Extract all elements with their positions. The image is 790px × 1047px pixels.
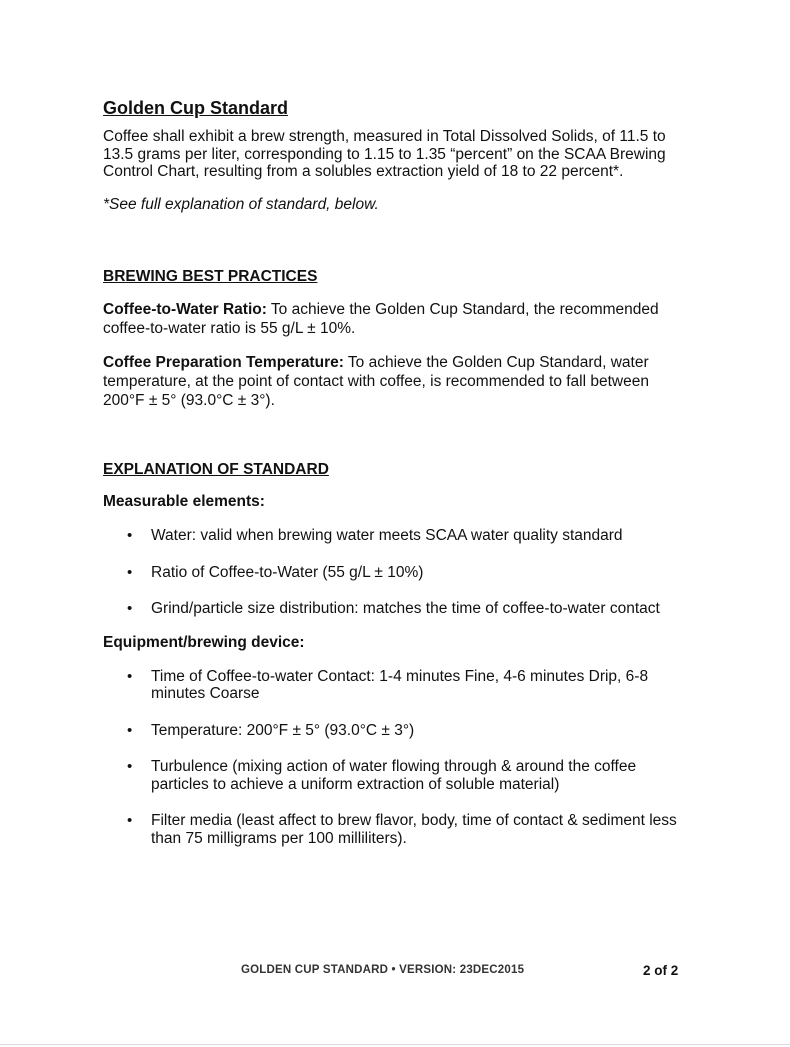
list-item	[103, 722, 688, 740]
list-item-text: Time of Coffee-to-water Contact: 1-4 minutes Fine, 4-6 minutes Drip, 6-8 minutes Coarse	[151, 667, 649, 702]
page-number: 2 of 2	[643, 963, 679, 978]
bullet-icon: •	[127, 527, 133, 544]
temperature-label: Coffee Preparation Temperature:	[103, 354, 344, 371]
equipment-heading: Equipment/brewing device:	[103, 633, 305, 651]
list-item	[103, 527, 688, 545]
page-divider	[0, 1044, 790, 1045]
list-item	[103, 758, 688, 793]
intro-paragraph: Coffee shall exhibit a brew strength, measured in Total Dissolved Solids, of 11.5 to 13.5 grams per liter, corresponding to 1.15 to 1.35 “percent” on the SCAA Brewing Control Chart, resulting from a solubles extraction yield of 18 to 22 percent*.	[103, 128, 666, 180]
explanation-heading: EXPLANATION OF STANDARD	[103, 461, 329, 478]
ratio-text: To achieve the Golden Cup Standard, the recommended coffee-to-water ratio is 55 g/L ± 10%.	[103, 301, 659, 337]
bullet-icon: •	[127, 758, 133, 775]
page-title: Golden Cup Standard	[103, 98, 289, 118]
list-item	[103, 600, 688, 618]
measurable-elements-heading: Measurable elements:	[103, 493, 265, 510]
list-item-text: Temperature: 200°F ± 5° (93.0°C ± 3°)	[151, 721, 415, 739]
ratio-paragraph	[103, 300, 688, 338]
page-content	[103, 96, 688, 847]
bullet-icon: •	[127, 563, 133, 581]
ratio-label: Coffee-to-Water Ratio:	[103, 301, 267, 318]
measurable-elements-list	[103, 527, 688, 618]
bullet-icon: •	[127, 667, 133, 685]
temperature-text: To achieve the Golden Cup Standard, water temperature, at the point of contact with coffee, is recommended to fall between 200°F ± 5° (93.0°C ± 3°).	[103, 354, 649, 409]
bullet-icon: •	[127, 721, 133, 739]
explanation-note: *See full explanation of standard, below.	[103, 195, 379, 213]
list-item	[103, 812, 688, 847]
list-item-text: Grind/particle size distribution: matches the time of coffee-to-water contact	[151, 600, 660, 617]
list-item-text: Water: valid when brewing water meets SCAA water quality standard	[151, 527, 623, 544]
list-item-text: Ratio of Coffee-to-Water (55 g/L ± 10%)	[151, 563, 424, 581]
list-item-text: Turbulence (mixing action of water flowing through & around the coffee particles to achieve a uniform extraction of soluble material)	[151, 758, 637, 793]
list-item	[103, 668, 688, 703]
equipment-list	[103, 668, 688, 848]
bullet-icon: •	[127, 600, 133, 617]
list-item-text: Filter media (least affect to brew flavor, body, time of contact & sediment less than 75 milligrams per 100 milliliters).	[151, 812, 677, 847]
temperature-paragraph	[103, 353, 688, 410]
best-practices-heading: BREWING BEST PRACTICES	[103, 268, 318, 285]
footer-version: GOLDEN CUP STANDARD • VERSION: 23DEC2015	[241, 964, 525, 976]
bullet-icon: •	[127, 812, 133, 829]
list-item	[103, 564, 688, 582]
